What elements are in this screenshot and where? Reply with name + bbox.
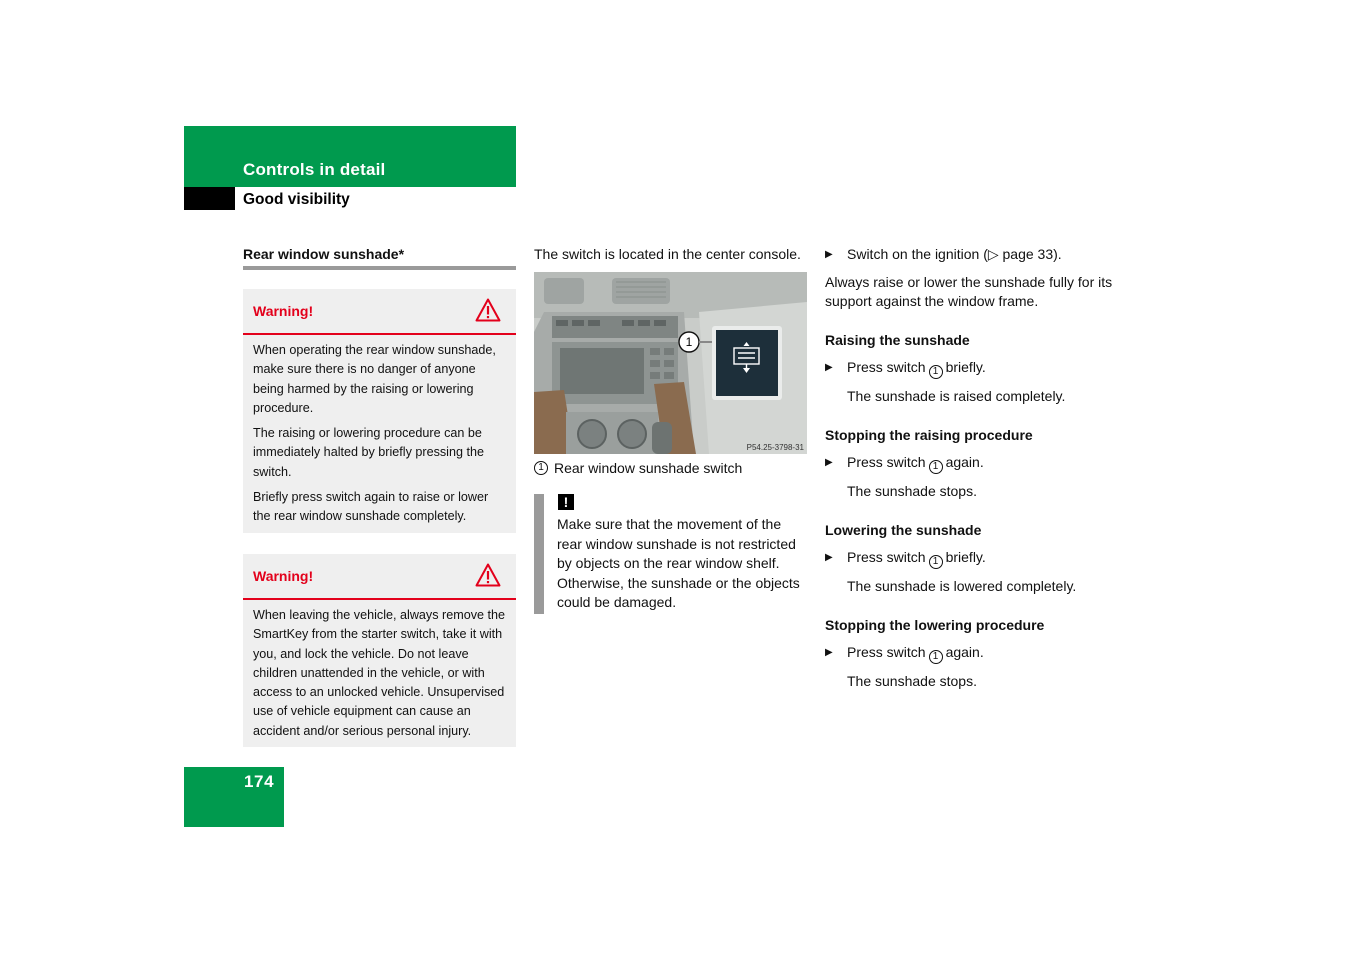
caption-text: Rear window sunshade switch [554,460,743,476]
step-item [825,358,1115,379]
warning-paragraph: When leaving the vehicle, always remove the SmartKey from the starter switch, take it with you, and lock the vehicle. Do not leave children unattended in the vehicle, or with access to an unlocked vehicle. Unsupervised use of vehicle equipment can cause an accident and/or serious personal injury. [253,608,506,738]
result-text: The sunshade is lowered completely. [847,578,1077,594]
switch-number: 1 [929,650,943,664]
result-text: The sunshade stops. [847,673,977,689]
subheading: Raising the sunshade [825,331,970,348]
warning-header [243,554,516,600]
step-text: Press switch 1 briefly. [847,549,986,567]
warning-box-1 [243,289,516,533]
warning-text [243,335,516,533]
result-text: The sunshade stops. [847,483,977,499]
subheading: Stopping the lowering procedure [825,616,1045,633]
triangle-bullet-icon: ▶ [825,457,833,468]
warning-paragraph: When operating the rear window sunshade, make sure there is no danger of anyone being harmed by the raising or lowering procedure. [253,343,496,415]
warning-box-2 [243,554,516,747]
step-item [825,453,1115,474]
warning-paragraph: Briefly press switch again to raise or lower the rear window sunshade completely. [253,490,489,524]
note-text: Make sure that the movement of the rear window sunshade is not restricted by objects on the rear window shelf. Otherwise, the sunshade or the objects could be damaged. [557,516,800,610]
exclamation-icon: ! [558,494,574,510]
triangle-bullet-icon: ▶ [825,362,833,373]
photo-caption [534,460,742,476]
switch-location-text: The switch is located in the center console. [534,246,801,262]
section-rule [243,266,516,270]
triangle-bullet-icon: ▶ [825,647,833,658]
warning-text [243,600,516,747]
page-number: 174 [244,772,275,791]
switch-number: 1 [929,555,943,569]
subheading: Lowering the sunshade [825,521,982,538]
section-subtitle: Good visibility [243,191,350,208]
caption-number: 1 [534,461,548,475]
image-code: P54.25-3798-31 [746,443,804,452]
header-marker [184,187,235,210]
callout-number: 1 [685,335,693,349]
warning-label: Warning! [253,303,314,319]
triangle-bullet-icon: ▶ [825,552,833,563]
step-item [825,548,1115,569]
subheading: Stopping the raising procedure [825,426,1033,443]
step-text: Press switch 1 briefly. [847,359,986,377]
step-text: Press switch 1 again. [847,644,984,662]
instructions-column [825,245,1115,692]
step-text: Switch on the ignition (▷ page 33). [847,246,1062,262]
step-item [825,245,1115,265]
chapter-title: Controls in detail [243,160,386,179]
warning-triangle-icon [475,298,501,322]
warning-paragraph: The raising or lowering procedure can be immediately halted by briefly pressing the switch. [253,426,484,479]
info-paragraph: Always raise or lower the sunshade fully for its support against the window frame. [825,273,1113,309]
switch-number: 1 [929,365,943,379]
result-text: The sunshade is raised completely. [847,388,1066,404]
note-sidebar [534,494,544,614]
step-item [825,643,1115,664]
warning-header [243,289,516,335]
center-console-photo [534,272,807,454]
triangle-bullet-icon: ▶ [825,249,833,260]
step-text: Press switch 1 again. [847,454,984,472]
section-title: Rear window sunshade* [243,246,405,262]
switch-number: 1 [929,460,943,474]
warning-label: Warning! [253,568,314,584]
warning-triangle-icon [475,563,501,587]
